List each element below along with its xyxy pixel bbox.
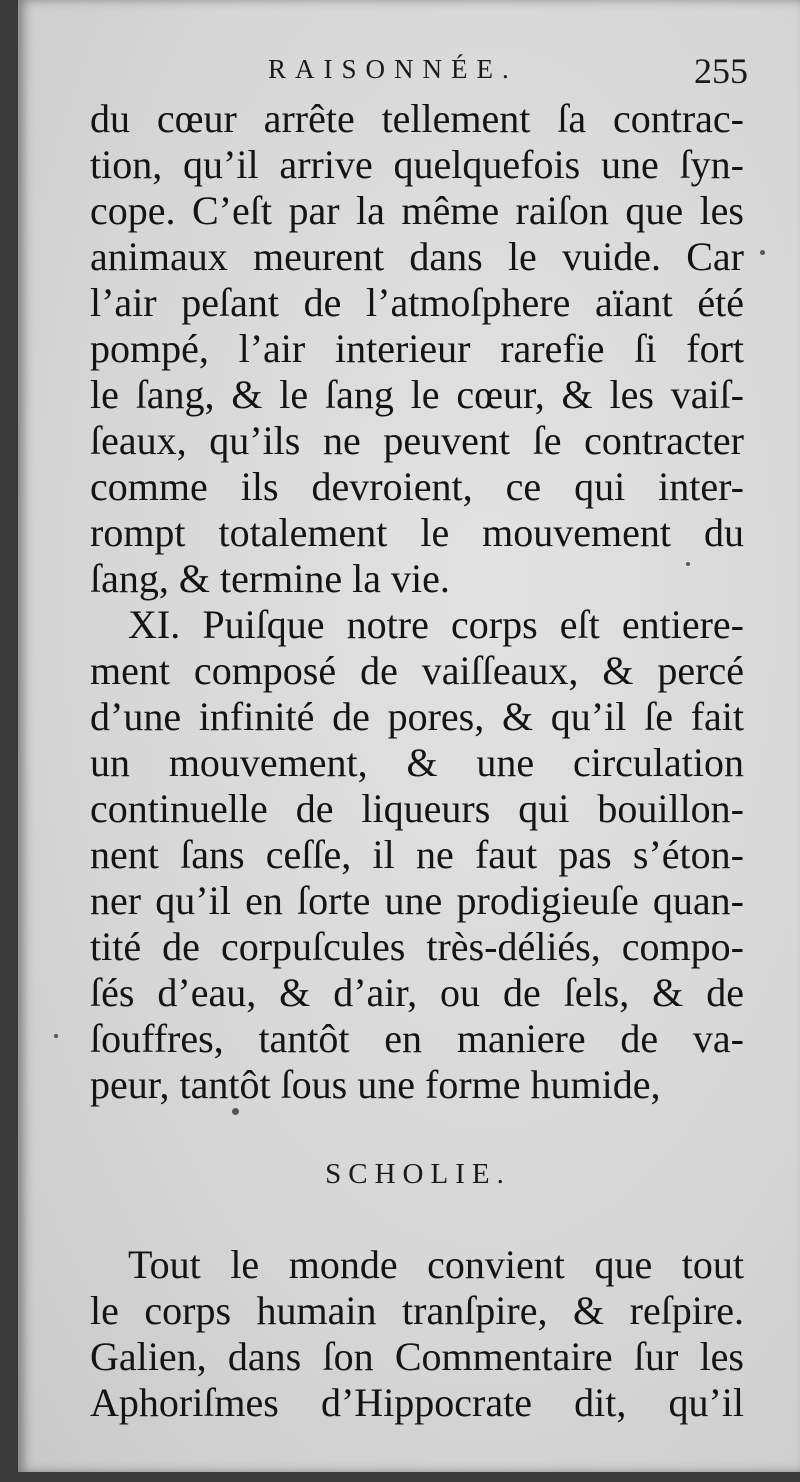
- text-line: nent ſans ceſſe, il ne faut pas s’éton-: [90, 832, 744, 877]
- text-line: tité de corpuſcules très-déliés, compo-: [90, 924, 744, 969]
- text-line: ner qu’il en ſorte une prodigieuſe quan-: [90, 878, 744, 923]
- book-page: [18, 0, 800, 1472]
- paper-speck: [686, 562, 690, 566]
- text-line: ment composé de vaiſſeaux, & percé: [90, 648, 744, 693]
- text-line: ſouffres, tantôt en maniere de va-: [90, 1016, 744, 1061]
- text-line: peur, tantôt ſous une forme humide,: [90, 1062, 661, 1107]
- text-line: tion, qu’il arrive quelquefois une ſyn-: [90, 142, 744, 187]
- text-line: animaux meurent dans le vuide. Car: [90, 234, 744, 279]
- text-line: d’une infinité de pores, & qu’il ſe fait: [90, 694, 744, 739]
- text-line: ſang, & termine la vie.: [90, 556, 450, 601]
- text-line: Galien, dans ſon Commentaire ſur les: [90, 1334, 744, 1379]
- text-line: rompt totalement le mouvement du: [90, 510, 744, 555]
- running-title: RAISONNÉE.: [268, 54, 518, 84]
- text-line: le ſang, & le ſang le cœur, & les vaiſ-: [90, 372, 744, 417]
- text-line: l’air peſant de l’atmoſphere aïant été: [90, 280, 744, 325]
- text-line: ſés d’eau, & d’air, ou de ſels, & de: [90, 970, 744, 1015]
- text-line: pompé, l’air interieur rarefie ſi fort: [90, 326, 744, 371]
- text-line: comme ils devroient, ce qui inter-: [90, 464, 744, 509]
- paper-speck: [232, 1108, 239, 1115]
- text-line: du cœur arrête tellement ſa contrac-: [90, 96, 744, 141]
- text-line: le corps humain tranſpire, & reſpire.: [90, 1288, 744, 1333]
- text-line: Aphoriſmes d’Hippocrate dit, qu’il: [90, 1380, 744, 1425]
- paragraph-xi-start: XI. Puiſque notre corps eſt entiere-: [128, 602, 744, 647]
- paper-speck: [54, 1034, 58, 1038]
- text-line: ſeaux, qu’ils ne peuvent ſe contracter: [90, 418, 744, 463]
- text-line: continuelle de liqueurs qui bouillon-: [90, 786, 744, 831]
- scholie-text: [90, 1242, 744, 1426]
- section-xi-text: [90, 96, 744, 1108]
- scholie-heading: SCHOLIE.: [325, 1158, 511, 1190]
- page-number: 255: [694, 51, 748, 91]
- page-header: [268, 51, 748, 94]
- text-line: un mouvement, & une circulation: [90, 740, 744, 785]
- text-line: cope. C’eſt par la même raiſon que les: [90, 188, 744, 233]
- text-line: Tout le monde convient que tout: [128, 1242, 744, 1287]
- paper-speck: [760, 250, 765, 255]
